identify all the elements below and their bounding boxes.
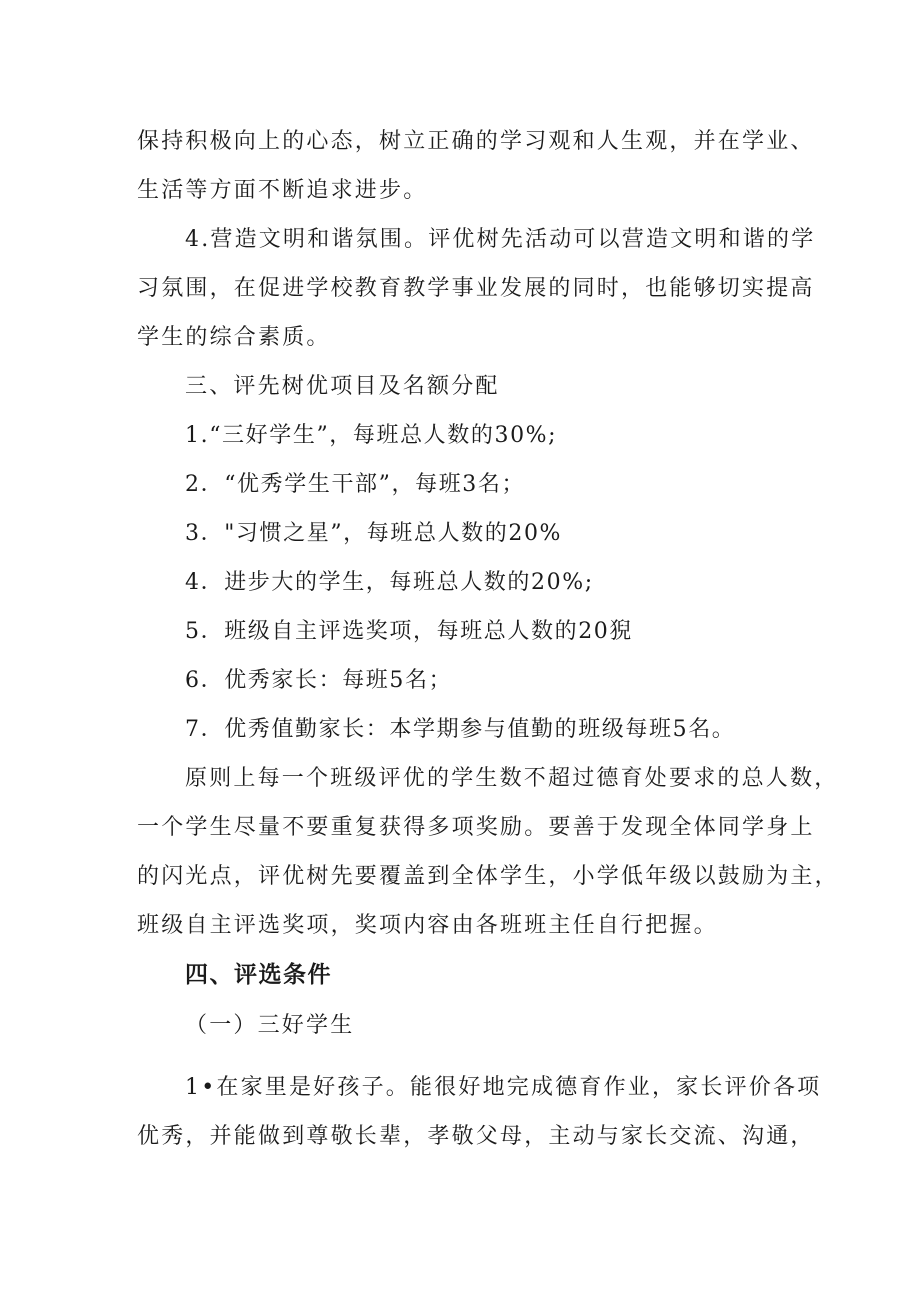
section-heading-bold: 四、评选条件 [185, 962, 332, 988]
list-item: 3．"习惯之星”，每班总人数的20% [185, 521, 563, 546]
paragraph-line: 学生的综合素质。 [137, 325, 331, 350]
paragraph-line: 的闪光点，评优树先要覆盖到全体学生，小学低年级以鼓励为主， [137, 864, 839, 889]
list-item: 2．“优秀学生干部”，每班3名； [185, 472, 526, 497]
list-item: 7．优秀值勤家长：本学期参与值勤的班级每班5名。 [185, 717, 736, 742]
paragraph-line: 一个学生尽量不要重复获得多项奖励。要善于发现全体同学身上 [137, 815, 815, 840]
list-item: 5．班级自主评选奖项，每班总人数的20猊 [185, 619, 633, 644]
paragraph-line: 原则上每一个班级评优的学生数不超过德育处要求的总人数， [185, 766, 839, 791]
section-heading: 三、评先树优项目及名额分配 [185, 374, 500, 399]
paragraph-line: 班级自主评选奖项，奖项内容由各班班主任自行把握。 [137, 913, 718, 938]
list-item: 4．进步大的学生，每班总人数的20%; [185, 570, 594, 595]
paragraph-line: 习氛围，在促进学校教育教学事业发展的同时，也能够切实提高 [137, 276, 815, 301]
paragraph-line: 优秀，并能做到尊敬长辈，孝敬父母，主动与家长交流、沟通， [137, 1124, 815, 1149]
paragraph-line: 生活等方面不断追求进步。 [137, 178, 428, 203]
list-item: 1.“三好学生”，每班总人数的30%; [185, 423, 558, 448]
list-item: 4.营造文明和谐氛围。评优树先活动可以营造文明和谐的学 [185, 227, 816, 252]
list-item: 6．优秀家长：每班5名； [185, 668, 453, 693]
subsection-heading: （一）三好学生 [185, 1013, 355, 1038]
paragraph-line: 保持积极向上的心态，树立正确的学习观和人生观，并在学业、 [137, 129, 815, 154]
list-item: 1•在家里是好孩子。能很好地完成德育作业，家长评价各项 [185, 1075, 822, 1100]
